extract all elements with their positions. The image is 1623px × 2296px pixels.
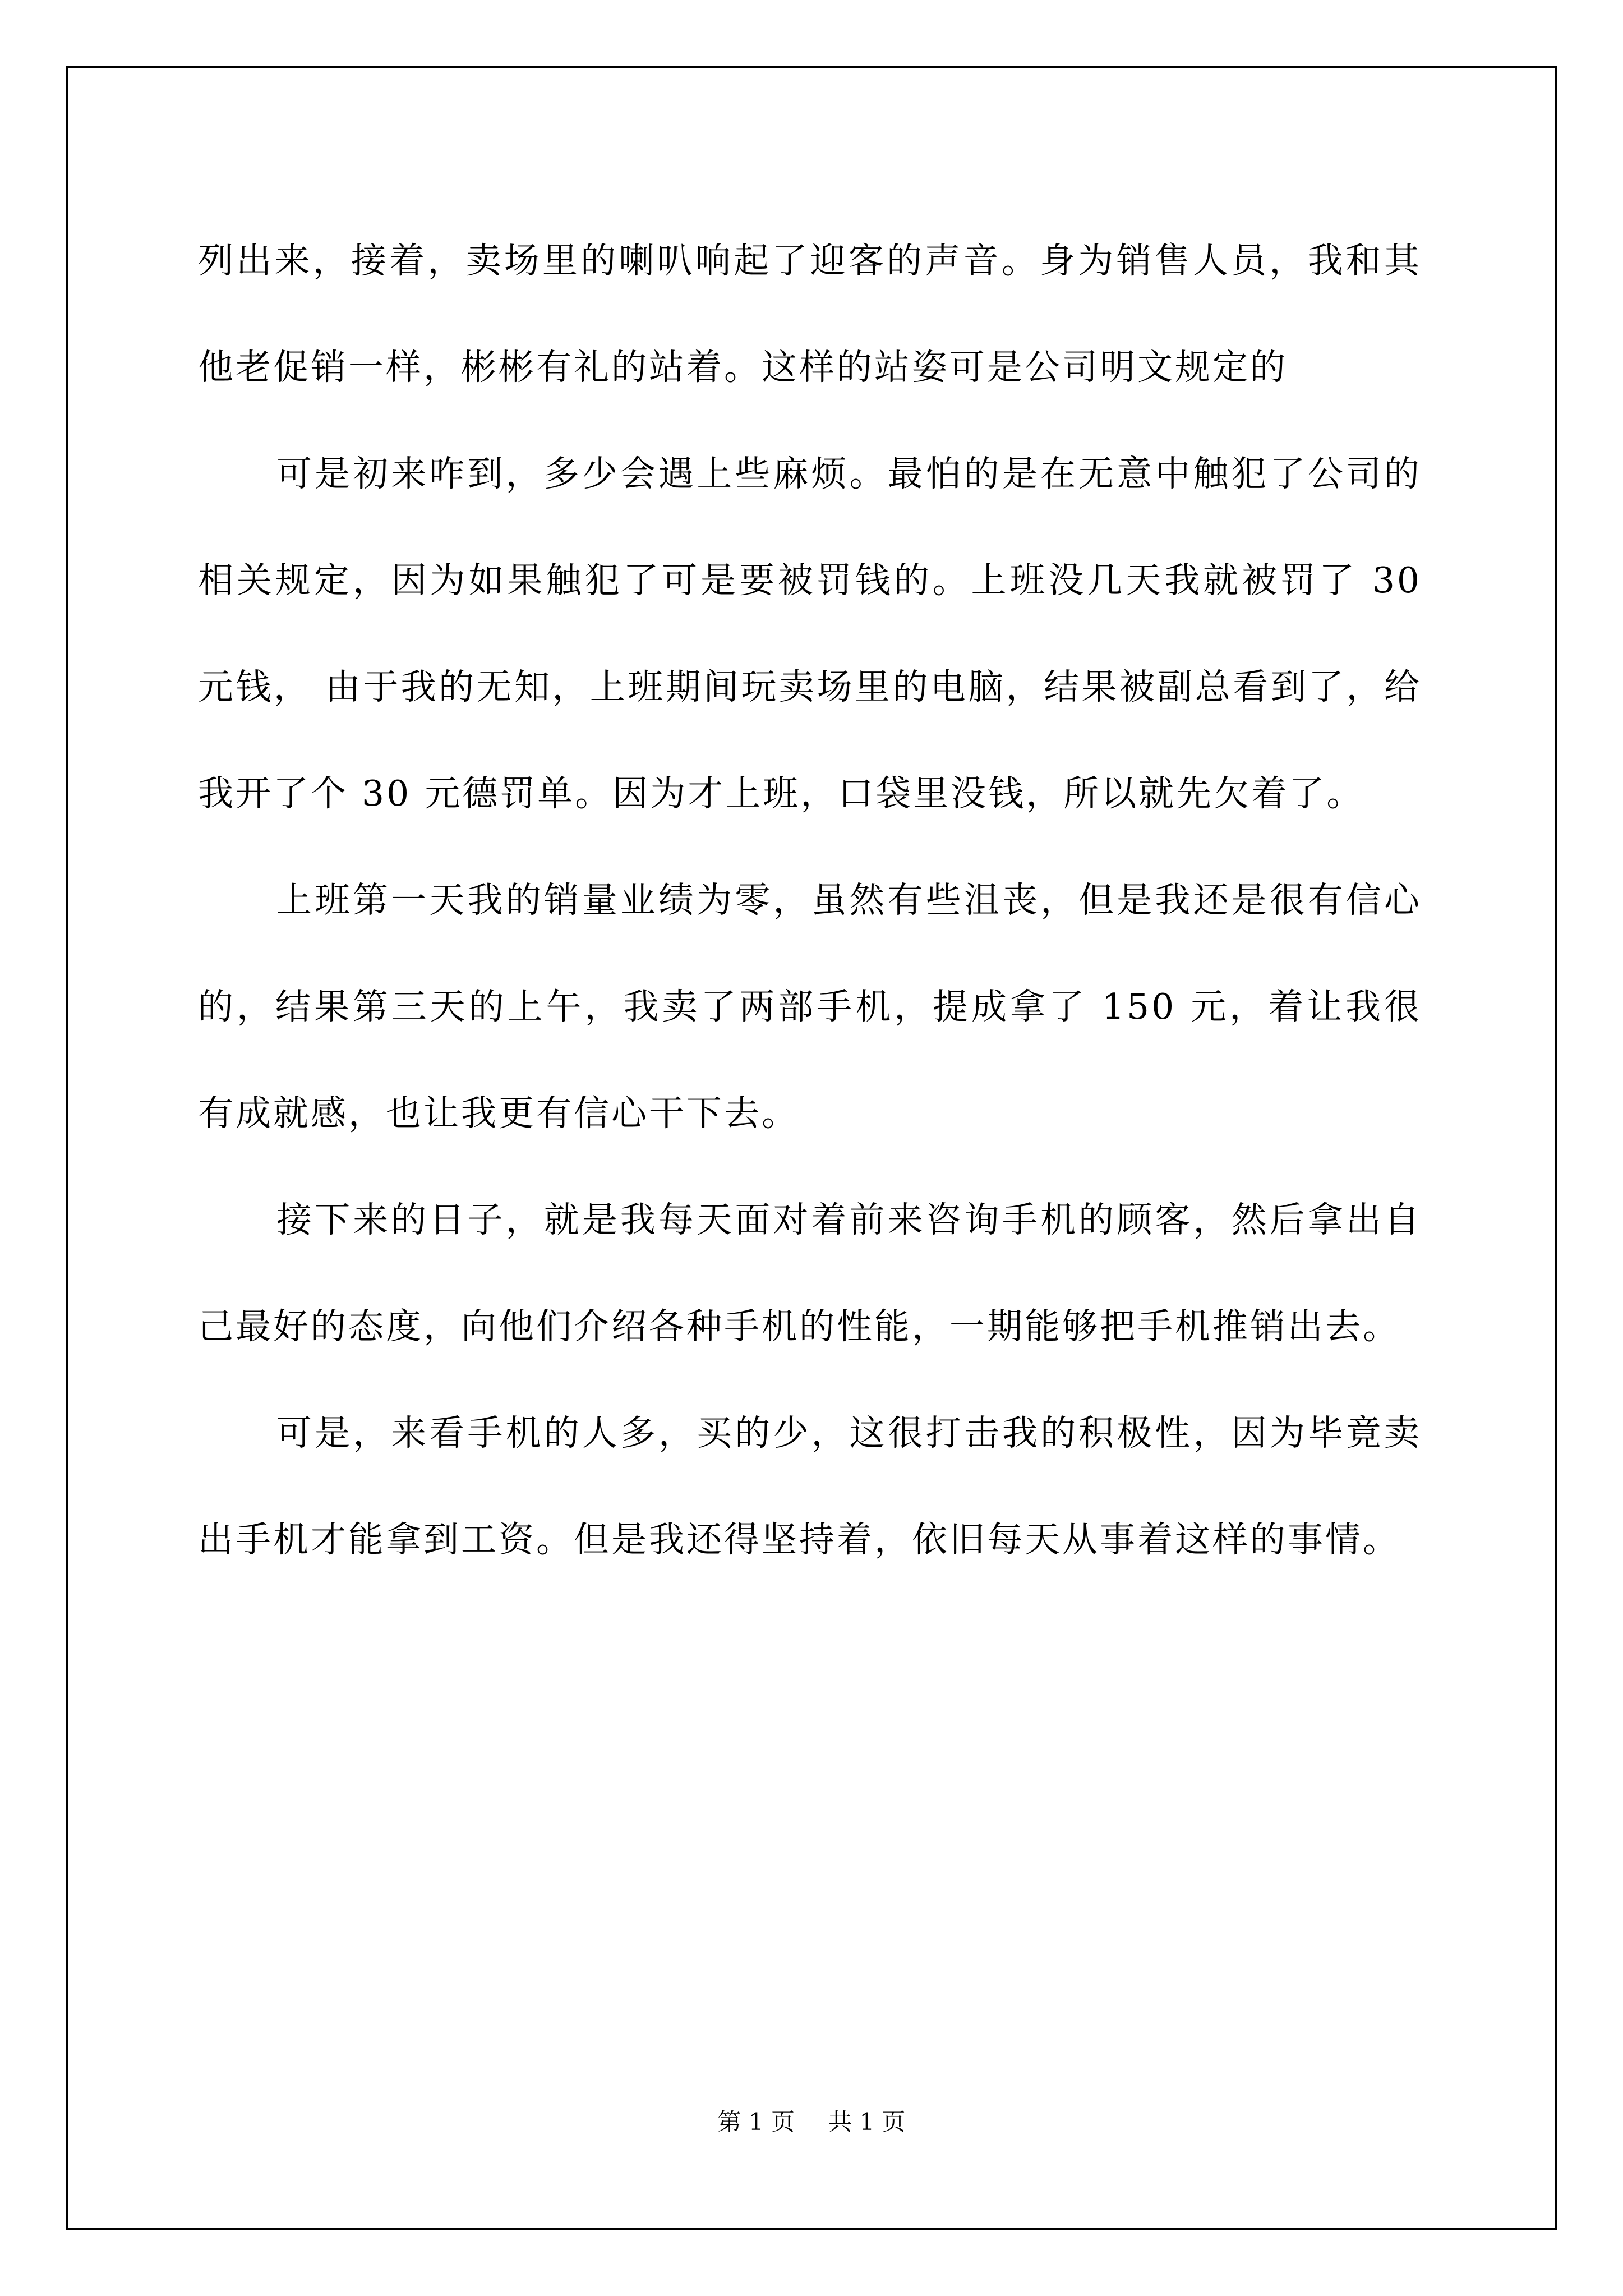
page-footer: [0, 2104, 1623, 2137]
paragraph-2: 可是初来咋到，多少会遇上些麻烦。最怕的是在无意中触犯了公司的相关规定，因为如果触犯了可是要被罚钱的。上班没几天我就被罚了 30 元钱， 由于我的无知，上班期间玩卖场里的电脑，结果被副总看到了，给我开了个 30 元德罚单。因为才上班，口袋里没钱，所以就先欠着了。: [198, 453, 1422, 814]
page-number: 第 1 页: [717, 2108, 795, 2136]
document-body: [198, 208, 1422, 1593]
paragraph-3: 上班第一天我的销量业绩为零，虽然有些沮丧，但是我还是很有信心的，结果第三天的上午，我卖了两部手机，提成拿了 150 元，着让我很有成就感，也让我更有信心干下去。: [198, 880, 1422, 1134]
paragraph-5: 可是，来看手机的人多，买的少，这很打击我的积极性，因为毕竟卖出手机才能拿到工资。但是我还得坚持着，依旧每天从事着这样的事情。: [198, 1412, 1422, 1560]
page-total: 共 1 页: [828, 2108, 906, 2136]
paragraph-4: 接下来的日子，就是我每天面对着前来咨询手机的顾客，然后拿出自己最好的态度，向他们介绍各种手机的性能，一期能够把手机推销出去。: [198, 1199, 1422, 1347]
paragraph-1: 列出来，接着，卖场里的喇叭响起了迎客的声音。身为销售人员，我和其他老促销一样，彬彬有礼的站着。这样的站姿可是公司明文规定的: [198, 240, 1422, 388]
